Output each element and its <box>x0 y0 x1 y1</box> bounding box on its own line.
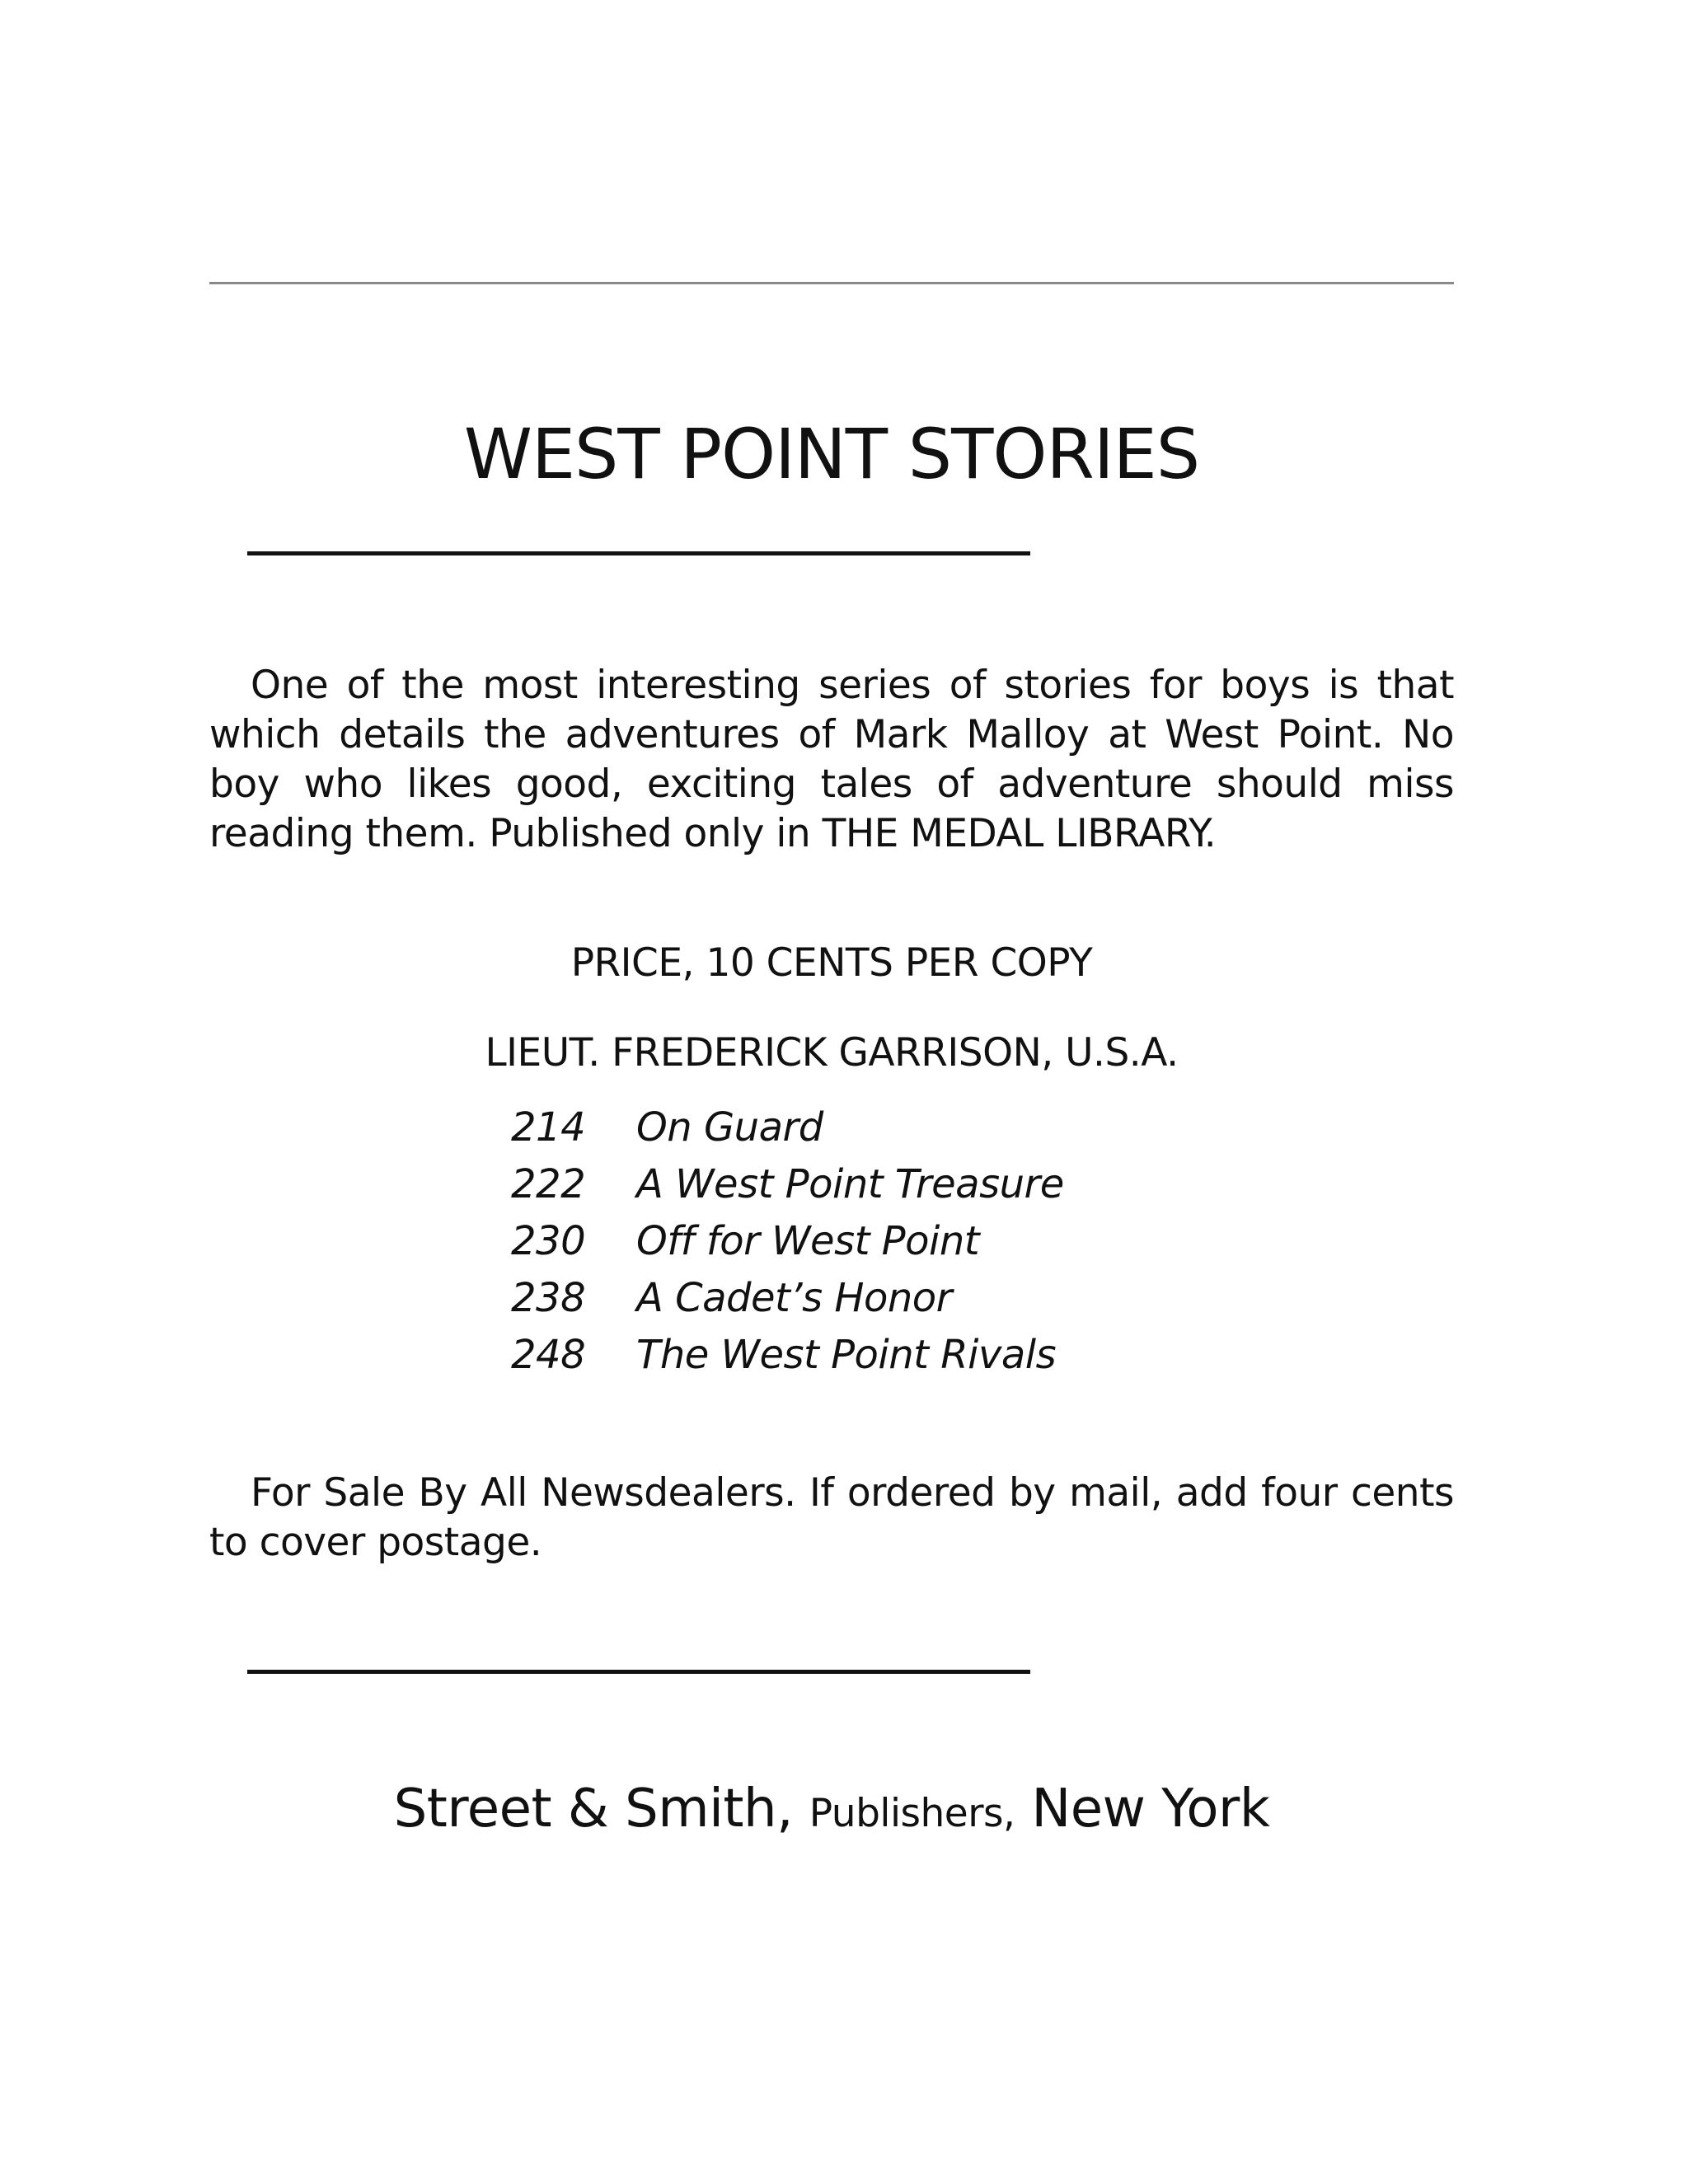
book-title: Off for West Point <box>636 1218 980 1264</box>
book-item <box>511 1216 1064 1273</box>
publisher-name: Street & Smith, <box>393 1779 793 1840</box>
book-item <box>511 1103 1064 1160</box>
book-title: A West Point Treasure <box>636 1161 1064 1207</box>
book-number: 222 <box>511 1161 586 1207</box>
book-item <box>511 1160 1064 1216</box>
book-number: 214 <box>511 1104 586 1151</box>
publisher-city: New York <box>1031 1779 1270 1840</box>
intro-paragraph: One of the most interesting series of stories for boys is that which details the adventures of Mark Malloy at West Point. No boy who likes good, exciting tales of adventure should miss reading them. Published only in THE MEDAL LIBRARY. <box>209 663 1454 856</box>
author-line: LIEUT. FREDERICK GARRISON, U.S.A. <box>485 1030 1179 1076</box>
publisher-role: Publishers, <box>809 1791 1015 1836</box>
publisher-footer <box>209 1776 1454 1847</box>
book-number: 238 <box>511 1275 586 1321</box>
book-number: 230 <box>511 1218 586 1264</box>
section-divider-top <box>247 551 1030 555</box>
book-title: The West Point Rivals <box>636 1332 1057 1378</box>
sale-paragraph: For Sale By All Newsdealers. If ordered by mail, add four cents to cover postage. <box>209 1470 1454 1565</box>
book-title: A Cadet’s Honor <box>636 1275 952 1321</box>
book-item <box>511 1330 1064 1387</box>
price-line: PRICE, 10 CENTS PER COPY <box>570 940 1093 986</box>
top-divider <box>209 282 1454 284</box>
page-title: WEST POINT STORIES <box>463 414 1200 495</box>
book-title: On Guard <box>636 1104 823 1151</box>
book-list <box>511 1103 1064 1387</box>
book-number: 248 <box>511 1332 586 1378</box>
section-divider-bottom <box>247 1670 1030 1674</box>
book-item <box>511 1273 1064 1330</box>
